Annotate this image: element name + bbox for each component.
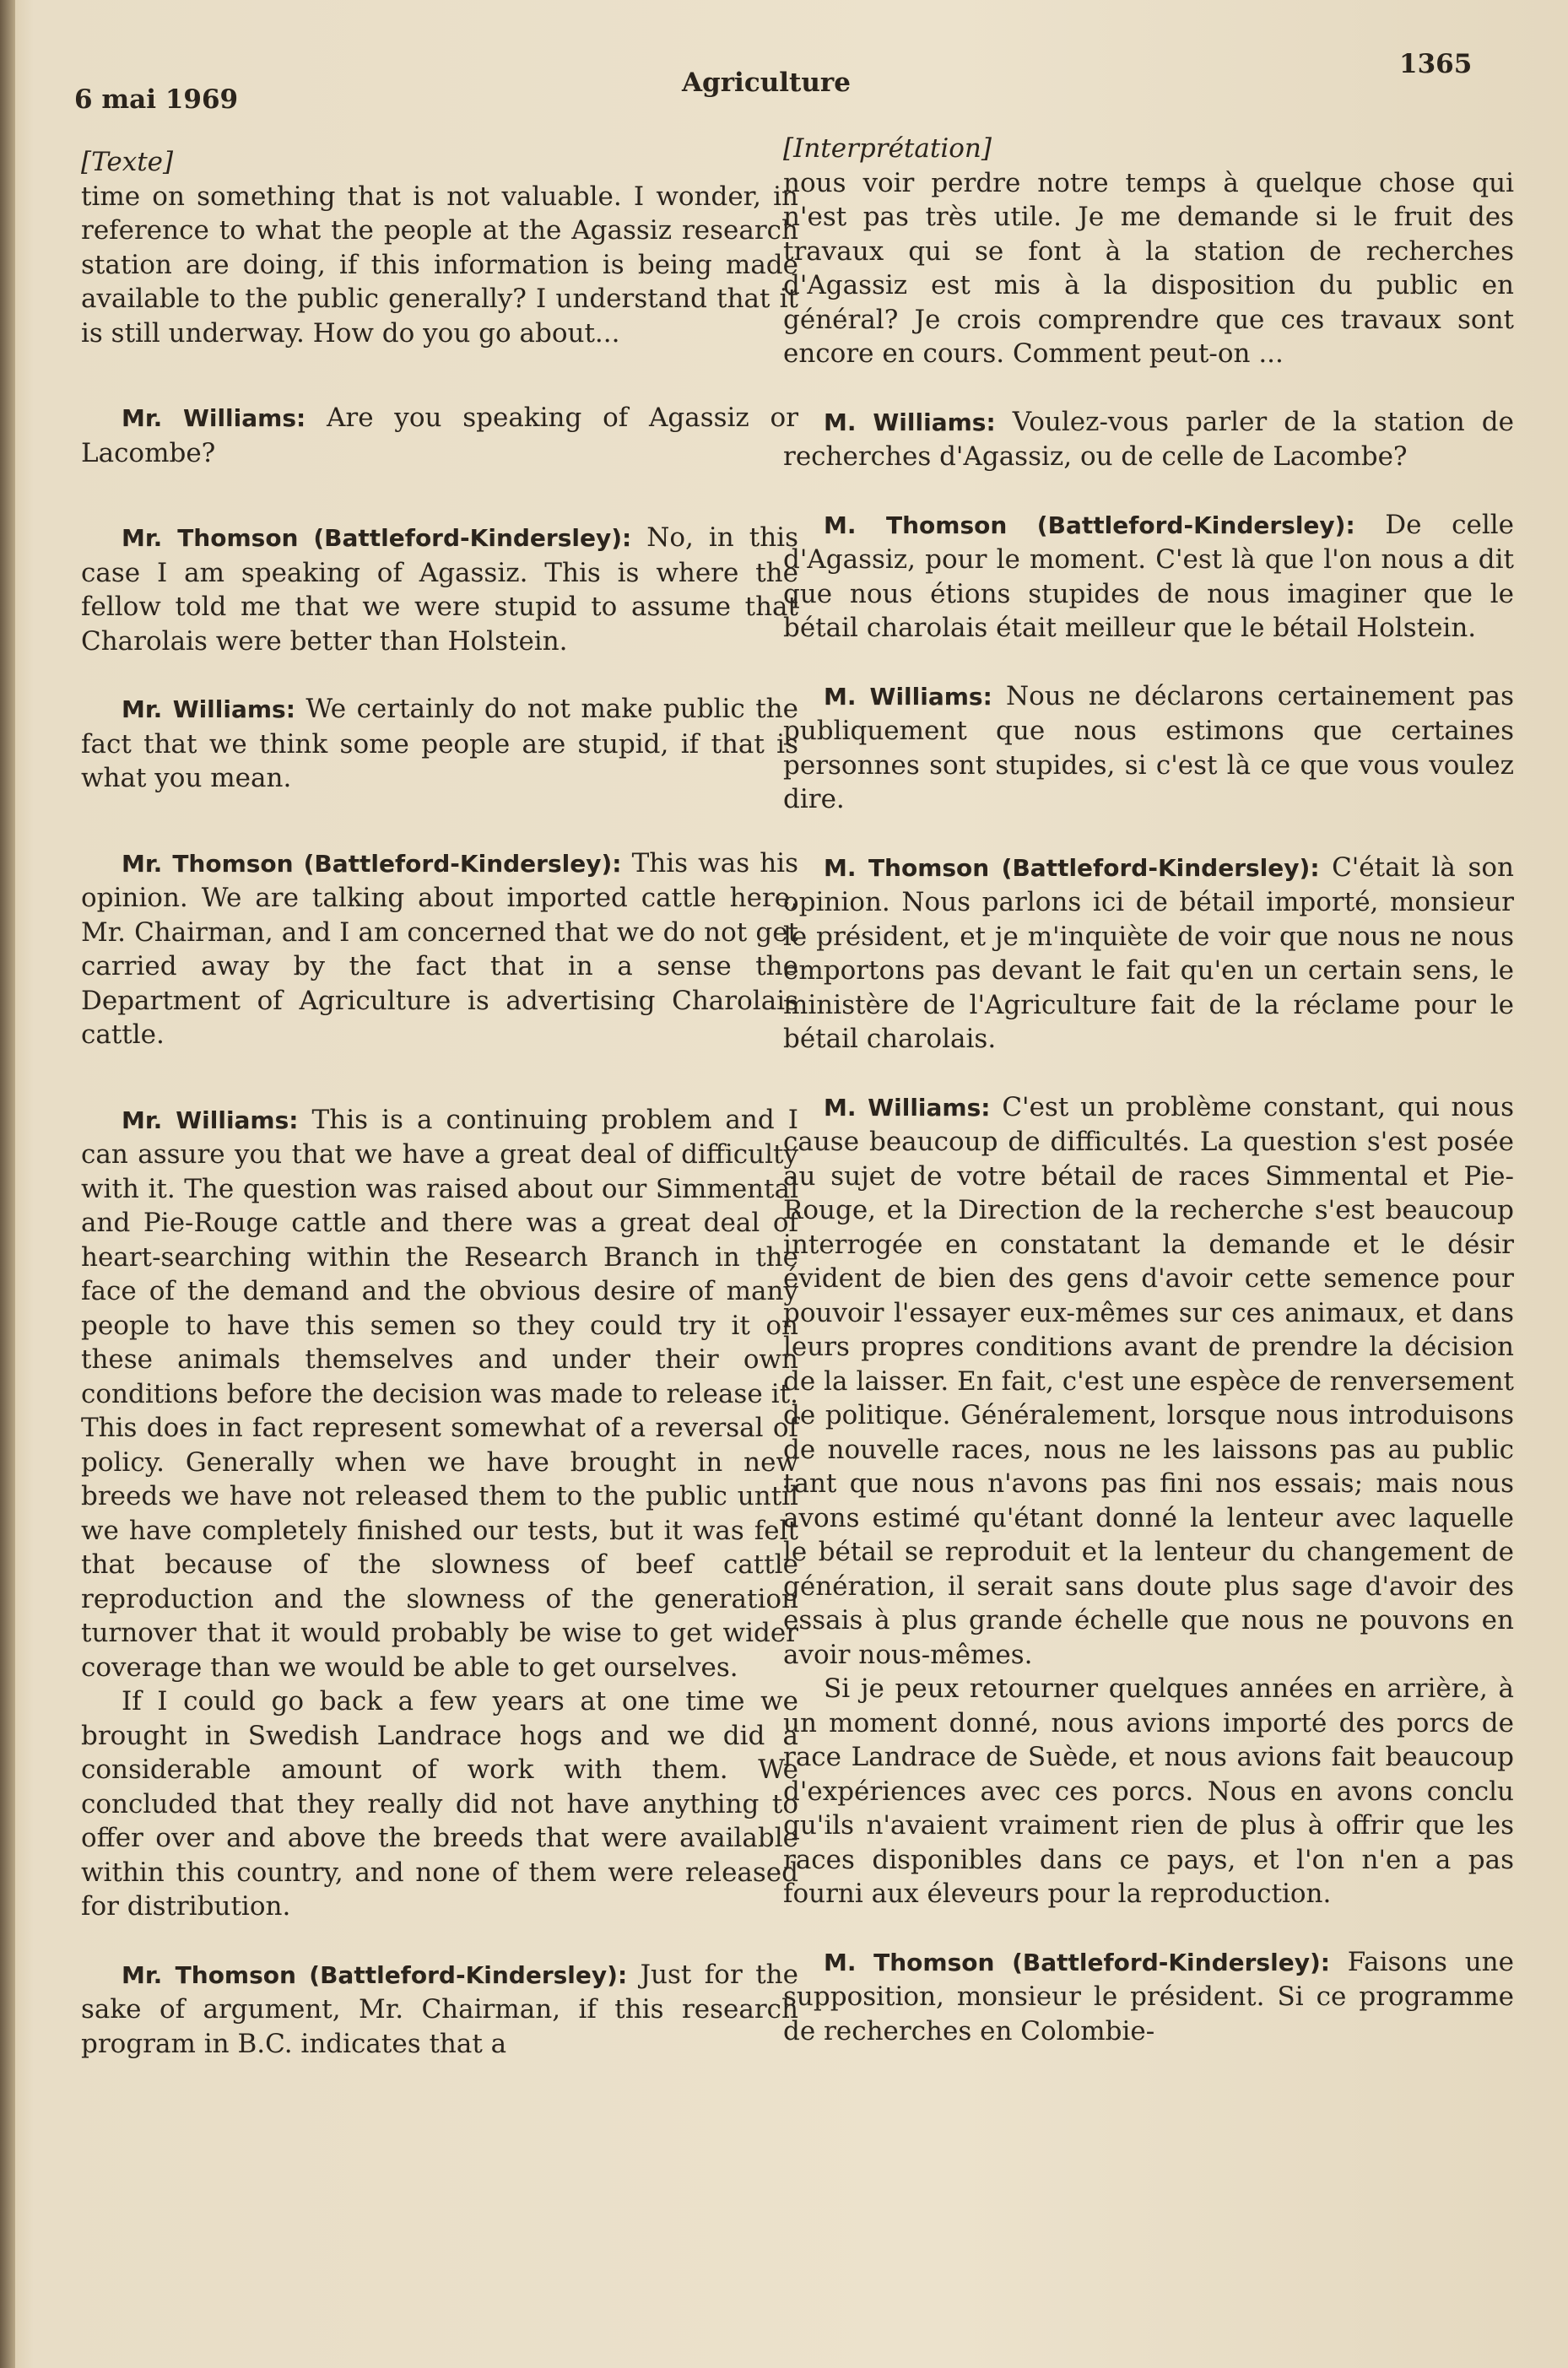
speaker-name: M. Thomson (Battleford-Kindersley):: [824, 1948, 1330, 1976]
right-column-french: [783, 132, 1514, 2048]
speaker-name: M. Williams:: [824, 682, 992, 711]
book-spine-shadow: [0, 0, 15, 2368]
paragraph-text: Si je peux retourner quelques années en arrière, à un moment donné, nous avions importé des porcs de race Landrace de Suède, et nous avions fait beaucoup d'expériences avec ces porcs. Nous en avons conclu qu'ils n'avaient vraiment rien de plus à offrir que les races disponibles dans ce pays, et l'on n'en a pas fourni aux éleveurs pour la reproduction.: [783, 1673, 1514, 1909]
paragraph-text: Nous ne déclarons certainement pas publiquement que nous estimons que certaines personnes sont stupides, si c'est là ce que vous voulez dire.: [783, 680, 1514, 814]
speaker-name: Mr. Williams:: [122, 1106, 299, 1134]
paragraph-text: This is a continuing problem and I can assure you that we have a great deal of difficulty with it. The question was raised about our Simmental and Pie-Rouge cattle and there was a great deal of heart-searching within the Research Branch in the face of the demand and the obvious desire of many people to have this semen so they could try it on these animals themselves and under their own conditions before the decision was made to release it. This does in fact represent somewhat of a reversal of policy. Generally when we have brought in new breeds we have not released them to the public until we have completely finished our tests, but it was felt that because of the slowness of beef cattle reproduction and the slowness of the generation turnover that it would probably be wise to get wider coverage than we would be able to get ourselves.: [81, 1104, 799, 1683]
speaker-name: M. Williams:: [824, 408, 996, 436]
paragraph-text: Just for the sake of argument, Mr. Chairman, if this research program in B.C. indicates that a: [81, 1959, 798, 2059]
paragraph: [81, 401, 798, 470]
speaker-name: Mr. Williams:: [122, 695, 295, 723]
paragraph: [81, 1684, 798, 1924]
paragraph: [783, 1672, 1514, 1911]
speaker-name: M. Thomson (Battleford-Kindersley):: [824, 511, 1355, 539]
left-column-english: [81, 145, 798, 2061]
paragraph-text: Faisons une supposition, monsieur le président. Si ce programme de recherches en Colombie-: [783, 1946, 1514, 2046]
paragraph: [81, 692, 798, 796]
speaker-name: M. Williams:: [824, 1093, 991, 1122]
paragraph-text: De celle d'Agassiz, pour le moment. C'est là que l'on nous a dit que nous étions stupides de nous imaginer que le bétail charolais était meilleur que le bétail Holstein.: [783, 509, 1514, 643]
paragraph-text: C'est un problème constant, qui nous cause beaucoup de difficultés. La question s'est posée au sujet de votre bétail de races Simmental et Pie-Rouge, et la Direction de la recherche s'est beaucoup interrogée en constatant la demande et le désir évident de bien des gens d'avoir cette semence pour pouvoir l'essayer eux-mêmes sur ces animaux, et dans leurs propres conditions avant de prendre la décision de la laisser. En fait, c'est une espèce de renversement de politique. Généralement, lorsque nous introduisons de nouvelle races, nous ne les laissons pas au public tant que nous n'avons pas fini nos essais; mais nous avons estimé qu'étant donné la lenteur avec laquelle le bétail se reproduit et la lenteur du changement de génération, il serait sans doute plus sage d'avoir des essais à plus grande échelle que nous ne pouvons en avoir nous-mêmes.: [783, 1091, 1514, 1670]
speaker-name: Mr. Williams:: [122, 404, 306, 432]
paragraph-text: nous voir perdre notre temps à quelque chose qui n'est pas très utile. Je me demande si le fruit des travaux qui se font à la station de recherches d'Agassiz est mis à la disposition du public en général? Je crois comprendre que ces travaux sont encore en cours. Comment peut-on ...: [783, 167, 1514, 369]
paragraph: [783, 166, 1514, 371]
paragraph: [783, 508, 1514, 646]
language-tag: [Texte]: [81, 147, 174, 177]
paragraph-text: C'était là son opinion. Nous parlons ici de bétail importé, monsieur le président, et je m'inquiète de voir que nous ne nous emportons pas devant le fait qu'en un certain sens, le ministère de l'Agriculture fait de la réclame pour le bétail charolais.: [783, 852, 1514, 1054]
paragraph-text: We certainly do not make public the fact that we think some people are stupid, if that is what you mean.: [81, 694, 798, 793]
paragraph: [783, 679, 1514, 817]
paragraph: [783, 1090, 1514, 1673]
speaker-name: Mr. Thomson (Battleford-Kindersley):: [122, 1960, 628, 1989]
paragraph: [81, 521, 798, 658]
paragraph-text: This was his opinion. We are talking about imported cattle here, Mr. Chairman, and I am concerned that we do not get carried away by the fact that in a sense the Department of Agriculture is advertising Charolais cattle.: [81, 847, 798, 1050]
speaker-name: Mr. Thomson (Battleford-Kindersley):: [122, 524, 632, 552]
header-date: 6 mai 1969: [74, 84, 239, 115]
paragraph-text: Are you speaking of Agassiz or Lacombe?: [81, 403, 799, 468]
paragraph: [81, 1958, 798, 2062]
header-title: Agriculture: [682, 68, 851, 98]
paragraph: [81, 180, 798, 351]
language-tag: [Interprétation]: [783, 133, 992, 164]
paragraph: [783, 1945, 1514, 2049]
paragraph-text: If I could go back a few years at one time we brought in Swedish Landrace hogs and we did a considerable amount of work with them. We concluded that they really did not have anything to offer over and above the breeds that were available within this country, and none of them were released for distribution.: [81, 1686, 798, 1922]
paragraph: [81, 846, 798, 1052]
speaker-name: M. Thomson (Battleford-Kindersley):: [824, 853, 1320, 882]
paragraph-text: time on something that is not valuable. I wonder, in reference to what the people at the Agassiz research station are doing, if this information is being made available to the public generally? I understand that it is still underway. How do you go about...: [81, 181, 798, 349]
paragraph-text: Voulez-vous parler de la station de recherches d'Agassiz, ou de celle de Lacombe?: [783, 406, 1514, 472]
paragraph: [783, 405, 1514, 474]
paragraph-text: No, in this case I am speaking of Agassiz. This is where the fellow told me that we were stupid to assume that Charolais were better than Holstein.: [81, 522, 798, 657]
speaker-name: Mr. Thomson (Battleford-Kindersley):: [122, 849, 622, 878]
paragraph: [81, 1103, 798, 1685]
paragraph: [783, 851, 1514, 1057]
header-page-number: 1365: [1399, 49, 1473, 79]
